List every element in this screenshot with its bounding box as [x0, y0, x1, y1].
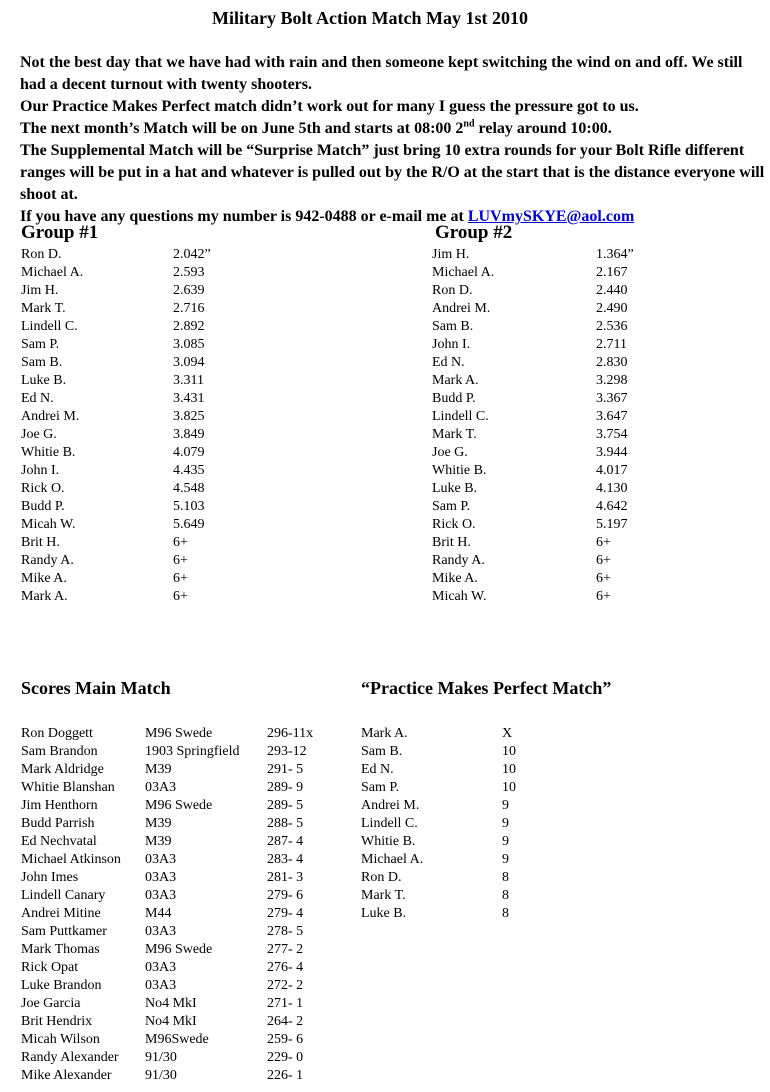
shooter-name: Michael A. [432, 265, 495, 280]
shooter-name: Lindell C. [21, 319, 78, 334]
group-size: 5.103 [173, 499, 205, 514]
table-row [432, 318, 732, 336]
rifle-model: 03A3 [145, 924, 177, 939]
table-row [21, 480, 321, 498]
main-match-list [21, 725, 361, 1085]
table-row [21, 1013, 361, 1031]
shooter-name: Micah W. [432, 589, 487, 604]
group-size: 3.431 [173, 391, 205, 406]
table-row [21, 923, 361, 941]
practice-score: 9 [502, 834, 509, 849]
shooter-name: Micah Wilson [21, 1032, 100, 1047]
shooter-name: Joe G. [21, 427, 57, 442]
shooter-name: Mark Thomas [21, 942, 100, 957]
table-row [21, 725, 361, 743]
table-row [21, 318, 321, 336]
match-score: 229- 0 [267, 1050, 304, 1065]
shooter-name: Ron D. [361, 870, 402, 885]
table-row [432, 246, 732, 264]
group-size: 6+ [173, 553, 188, 568]
practice-match-heading: “Practice Makes Perfect Match” [361, 678, 612, 698]
group-size: 3.085 [173, 337, 205, 352]
group-size: 3.367 [596, 391, 628, 406]
practice-score: 10 [502, 744, 516, 759]
rifle-model: 91/30 [145, 1050, 177, 1065]
group-size: 4.548 [173, 481, 205, 496]
group-size: 2.167 [596, 265, 628, 280]
group-size: 2.440 [596, 283, 628, 298]
shooter-name: Luke B. [21, 373, 67, 388]
table-row [21, 390, 321, 408]
table-row [361, 851, 561, 869]
table-row [21, 887, 361, 905]
table-row [432, 408, 732, 426]
intro-line-part: relay around 10:00. [474, 120, 612, 137]
shooter-name: Sam B. [361, 744, 403, 759]
table-row [432, 282, 732, 300]
group-size: 5.197 [596, 517, 628, 532]
group-size: 6+ [596, 553, 611, 568]
table-row [432, 480, 732, 498]
rifle-model: M96 Swede [145, 942, 213, 957]
table-row [432, 552, 732, 570]
table-row [432, 426, 732, 444]
intro-line: The Supplemental Match will be “Surprise Match” just bring 10 extra rounds for your Bolt Rifle different ranges will be put in a hat and whatever is pulled out by the R/O at the start that is the distance everyone will shoot at. [20, 142, 765, 203]
shooter-name: Joe G. [432, 445, 468, 460]
rifle-model: 03A3 [145, 960, 177, 975]
shooter-name: Andrei M. [21, 409, 80, 424]
group2-list [432, 246, 732, 606]
shooter-name: Sam P. [361, 780, 400, 795]
match-score: 289- 5 [267, 798, 304, 813]
table-row [361, 725, 561, 743]
table-row [21, 534, 321, 552]
intro-line: Our Practice Makes Perfect match didn’t work out for many I guess the pressure got to us. [20, 98, 639, 115]
shooter-name: Ron D. [432, 283, 473, 298]
shooter-name: Michael A. [21, 265, 84, 280]
group-size: 6+ [596, 571, 611, 586]
shooter-name: Andrei M. [361, 798, 420, 813]
shooter-name: Mark T. [432, 427, 477, 442]
group1-list [21, 246, 321, 606]
rifle-model: M39 [145, 816, 172, 831]
group-size: 3.094 [173, 355, 205, 370]
shooter-name: Whitie B. [432, 463, 487, 478]
group-size: 6+ [173, 571, 188, 586]
shooter-name: Jim Henthorn [21, 798, 98, 813]
shooter-name: Budd P. [432, 391, 476, 406]
table-row [21, 869, 361, 887]
group2-heading: Group #2 [435, 222, 513, 243]
rifle-model: 03A3 [145, 780, 177, 795]
group-size: 1.364” [596, 247, 634, 262]
match-score: 279- 4 [267, 906, 304, 921]
practice-match-list [361, 725, 561, 923]
shooter-name: Mark T. [21, 301, 66, 316]
group-size: 2.593 [173, 265, 205, 280]
table-row [21, 426, 321, 444]
shooter-name: Ron D. [21, 247, 62, 262]
shooter-name: Ron Doggett [21, 726, 93, 741]
shooter-name: Mark Aldridge [21, 762, 104, 777]
intro-text [20, 52, 765, 228]
group-size: 3.849 [173, 427, 205, 442]
group-size: 3.298 [596, 373, 628, 388]
table-row [21, 1067, 361, 1085]
match-score: 293-12 [267, 744, 307, 759]
group-size: 2.716 [173, 301, 205, 316]
table-row [21, 941, 361, 959]
table-row [361, 905, 561, 923]
shooter-name: Luke Brandon [21, 978, 102, 993]
shooter-name: Sam P. [21, 337, 60, 352]
match-score: 287- 4 [267, 834, 304, 849]
rifle-model: M96 Swede [145, 726, 213, 741]
rifle-model: 03A3 [145, 852, 177, 867]
table-row [361, 815, 561, 833]
match-score: 277- 2 [267, 942, 304, 957]
group-size: 3.311 [173, 373, 204, 388]
table-row [21, 797, 361, 815]
practice-score: 10 [502, 780, 516, 795]
shooter-name: Mark A. [432, 373, 479, 388]
table-row [432, 588, 732, 606]
shooter-name: Randy A. [432, 553, 485, 568]
email-link[interactable]: LUVmySKYE@aol.com [467, 208, 635, 225]
group-size: 2.892 [173, 319, 205, 334]
table-row [361, 887, 561, 905]
shooter-name: Mark A. [21, 589, 68, 604]
rifle-model: M96Swede [145, 1032, 209, 1047]
group-size: 3.944 [596, 445, 628, 460]
shooter-name: Brit H. [21, 535, 60, 550]
intro-line [20, 118, 765, 140]
shooter-name: Lindell C. [361, 816, 418, 831]
shooter-name: Andrei Mitine [21, 906, 101, 921]
rifle-model: 03A3 [145, 888, 177, 903]
rifle-model: No4 MkI [145, 1014, 197, 1029]
table-row [432, 444, 732, 462]
table-row [21, 408, 321, 426]
table-row [361, 779, 561, 797]
shooter-name: Whitie B. [21, 445, 76, 460]
group-size: 4.642 [596, 499, 628, 514]
group-size: 2.042” [173, 247, 211, 262]
shooter-name: Sam Puttkamer [21, 924, 107, 939]
shooter-name: Luke B. [361, 906, 407, 921]
group-size: 6+ [173, 535, 188, 550]
shooter-name: Ed Nechvatal [21, 834, 97, 849]
shooter-name: Luke B. [432, 481, 478, 496]
table-row [21, 372, 321, 390]
intro-line-part: The next month’s Match will be on June 5th and starts at 08:00 2 [20, 120, 464, 137]
group-size: 3.647 [596, 409, 628, 424]
shooter-name: Sam B. [432, 319, 474, 334]
group-size: 4.435 [173, 463, 205, 478]
shooter-name: Whitie Blanshan [21, 780, 115, 795]
group-size: 2.639 [173, 283, 205, 298]
table-row [21, 977, 361, 995]
table-row [361, 797, 561, 815]
table-row [21, 516, 321, 534]
table-row [432, 336, 732, 354]
table-row [432, 300, 732, 318]
ordinal-suffix: nd [463, 118, 475, 130]
match-score: 279- 6 [267, 888, 304, 903]
group-size: 5.649 [173, 517, 205, 532]
shooter-name: Sam B. [21, 355, 63, 370]
table-row [21, 761, 361, 779]
table-row [21, 779, 361, 797]
table-row [21, 815, 361, 833]
table-row [21, 995, 361, 1013]
shooter-name: Lindell Canary [21, 888, 106, 903]
rifle-model: 91/30 [145, 1068, 177, 1083]
practice-score: 8 [502, 888, 509, 903]
group-size: 2.711 [596, 337, 627, 352]
table-row [21, 833, 361, 851]
shooter-name: Rick Opat [21, 960, 79, 975]
match-score: 291- 5 [267, 762, 304, 777]
shooter-name: Whitie B. [361, 834, 416, 849]
table-row [21, 588, 321, 606]
group-size: 3.825 [173, 409, 205, 424]
table-row [21, 282, 321, 300]
table-row [21, 1049, 361, 1067]
shooter-name: Randy A. [21, 553, 74, 568]
rifle-model: M39 [145, 762, 172, 777]
table-row [21, 570, 321, 588]
table-row [21, 743, 361, 761]
table-row [21, 300, 321, 318]
shooter-name: Jim H. [432, 247, 470, 262]
group-size: 2.830 [596, 355, 628, 370]
group1-heading: Group #1 [21, 222, 99, 243]
shooter-name: Brit H. [432, 535, 471, 550]
match-score: 289- 9 [267, 780, 304, 795]
shooter-name: Michael Atkinson [21, 852, 121, 867]
shooter-name: Mark T. [361, 888, 406, 903]
table-row [21, 336, 321, 354]
table-row [432, 264, 732, 282]
table-row [21, 1031, 361, 1049]
shooter-name: Mark A. [361, 726, 408, 741]
rifle-model: 03A3 [145, 978, 177, 993]
page-title: Military Bolt Action Match May 1st 2010 [212, 8, 528, 28]
practice-score: 9 [502, 816, 509, 831]
shooter-name: Sam P. [432, 499, 471, 514]
table-row [21, 851, 361, 869]
practice-score: X [502, 726, 513, 741]
table-row [361, 743, 561, 761]
table-row [432, 462, 732, 480]
table-row [432, 570, 732, 588]
match-score: 271- 1 [267, 996, 304, 1011]
table-row [21, 354, 321, 372]
match-score: 276- 4 [267, 960, 304, 975]
table-row [432, 372, 732, 390]
practice-score: 8 [502, 906, 509, 921]
table-row [21, 905, 361, 923]
practice-score: 8 [502, 870, 509, 885]
shooter-name: Joe Garcia [21, 996, 81, 1011]
group-size: 3.754 [596, 427, 628, 442]
rifle-model: 1903 Springfield [145, 744, 240, 759]
intro-line-part: If you have any questions my number is 942-0488 or e-mail me at [20, 208, 468, 225]
group-size: 6+ [596, 535, 611, 550]
practice-score: 9 [502, 852, 509, 867]
group-size: 4.017 [596, 463, 628, 478]
shooter-name: Ed N. [361, 762, 394, 777]
table-row [21, 444, 321, 462]
table-row [432, 390, 732, 408]
group-size: 6+ [596, 589, 611, 604]
practice-score: 10 [502, 762, 516, 777]
rifle-model: M96 Swede [145, 798, 213, 813]
table-row [432, 516, 732, 534]
group-size: 4.130 [596, 481, 628, 496]
shooter-name: Michael A. [361, 852, 424, 867]
match-score: 288- 5 [267, 816, 304, 831]
shooter-name: Sam Brandon [21, 744, 98, 759]
shooter-name: Randy Alexander [21, 1050, 119, 1065]
table-row [361, 761, 561, 779]
shooter-name: Mike A. [432, 571, 478, 586]
shooter-name: John I. [21, 463, 60, 478]
match-score: 226- 1 [267, 1068, 304, 1083]
match-score: 296-11x [267, 726, 314, 741]
shooter-name: Rick O. [21, 481, 65, 496]
shooter-name: Jim H. [21, 283, 59, 298]
shooter-name: John Imes [21, 870, 79, 885]
table-row [21, 246, 321, 264]
match-score: 259- 6 [267, 1032, 304, 1047]
table-row [432, 354, 732, 372]
main-match-heading: Scores Main Match [21, 678, 171, 698]
table-row [361, 869, 561, 887]
group-size: 2.490 [596, 301, 628, 316]
match-score: 264- 2 [267, 1014, 304, 1029]
match-score: 281- 3 [267, 870, 304, 885]
shooter-name: John I. [432, 337, 471, 352]
match-score: 278- 5 [267, 924, 304, 939]
shooter-name: Lindell C. [432, 409, 489, 424]
rifle-model: M39 [145, 834, 172, 849]
table-row [21, 959, 361, 977]
shooter-name: Budd Parrish [21, 816, 95, 831]
table-row [21, 498, 321, 516]
rifle-model: M44 [145, 906, 172, 921]
rifle-model: No4 MkI [145, 996, 197, 1011]
shooter-name: Mike A. [21, 571, 67, 586]
practice-score: 9 [502, 798, 509, 813]
shooter-name: Ed N. [21, 391, 54, 406]
group-size: 4.079 [173, 445, 205, 460]
group-size: 6+ [173, 589, 188, 604]
table-row [21, 462, 321, 480]
match-score: 283- 4 [267, 852, 304, 867]
shooter-name: Budd P. [21, 499, 65, 514]
table-row [21, 552, 321, 570]
table-row [21, 264, 321, 282]
group-size: 2.536 [596, 319, 628, 334]
shooter-name: Brit Hendrix [21, 1014, 93, 1029]
intro-line [20, 206, 765, 228]
shooter-name: Rick O. [432, 517, 476, 532]
shooter-name: Mike Alexander [21, 1068, 112, 1083]
shooter-name: Micah W. [21, 517, 76, 532]
match-score: 272- 2 [267, 978, 304, 993]
table-row [432, 534, 732, 552]
shooter-name: Ed N. [432, 355, 465, 370]
table-row [361, 833, 561, 851]
intro-line: Not the best day that we have had with rain and then someone kept switching the wind on and off. We still had a decent turnout with twenty shooters. [20, 54, 743, 93]
rifle-model: 03A3 [145, 870, 177, 885]
table-row [432, 498, 732, 516]
shooter-name: Andrei M. [432, 301, 491, 316]
